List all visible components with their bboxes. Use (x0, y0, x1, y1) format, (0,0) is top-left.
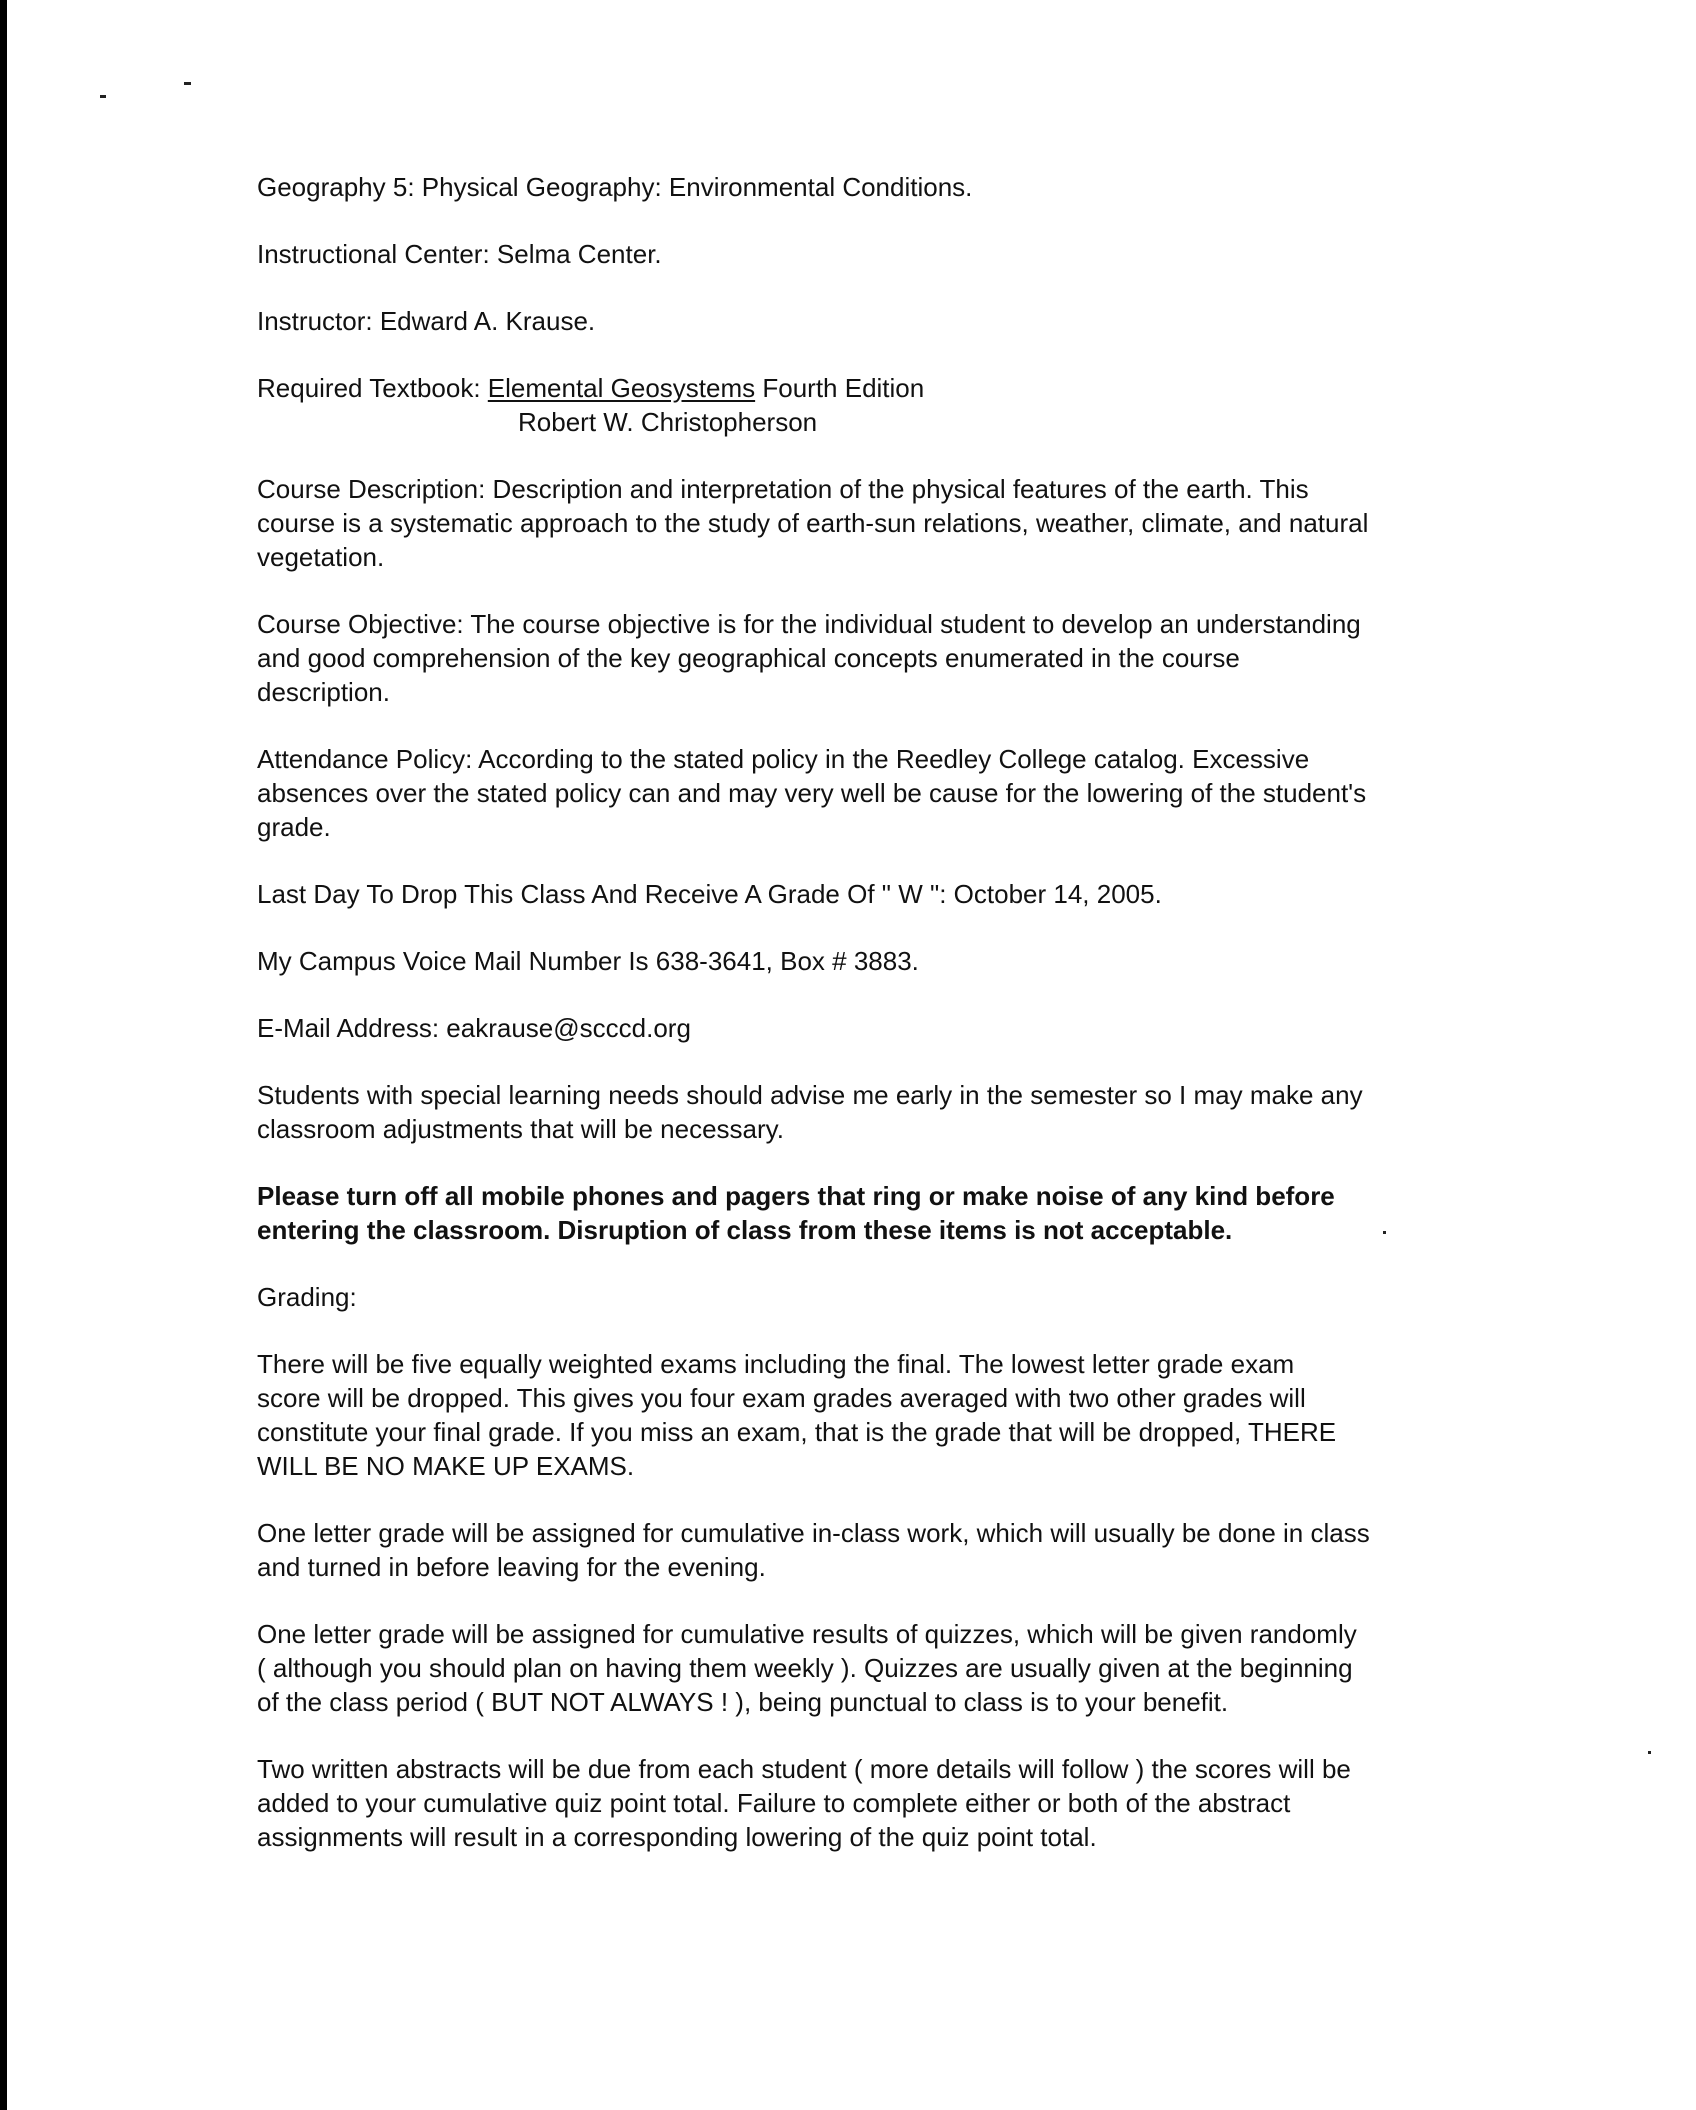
special-needs-line: classroom adjustments that will be necessary. (257, 1114, 784, 1144)
course-description-line: vegetation. (257, 542, 385, 572)
attendance-policy-line: absences over the stated policy can and may very well be cause for the lowering of the student's (257, 778, 1367, 808)
in-class-work-line: One letter grade will be assigned for cumulative in-class work, which will usually be done in class (257, 1518, 1370, 1548)
instructional-center (257, 237, 1507, 271)
abstracts-line: Two written abstracts will be due from each student ( more details will follow ) the scores will be (257, 1754, 1351, 1784)
scan-speck (100, 95, 106, 98)
syllabus-page (257, 170, 1507, 1887)
special-needs-line: Students with special learning needs should advise me early in the semester so I may make any (257, 1080, 1363, 1110)
textbook-title: Elemental Geosystems (487, 373, 756, 403)
course-objective-line: Course Objective: The course objective is for the individual student to develop an understanding (257, 609, 1361, 639)
course-objective (257, 607, 1507, 709)
attendance-policy-line: Attendance Policy: According to the stated policy in the Reedley College catalog. Excessive (257, 744, 1310, 774)
scan-edge (0, 0, 7, 2110)
quizzes-line: ( although you should plan on having them weekly ). Quizzes are usually given at the beginning (257, 1653, 1353, 1683)
abstracts-paragraph (257, 1752, 1507, 1854)
textbook-line-1 (257, 371, 1507, 405)
course-description (257, 472, 1507, 574)
textbook-line-2 (257, 405, 1507, 439)
last-day-to-drop-text: Last Day To Drop This Class And Receive A Grade Of " W ": October 14, 2005. (257, 879, 1162, 909)
course-description-line: course is a systematic approach to the study of earth-sun relations, weather, climate, and natural (257, 508, 1369, 538)
textbook-edition: Fourth Edition (762, 373, 925, 403)
exams-line: constitute your final grade. If you miss an exam, that is the grade that will be dropped, THERE (257, 1417, 1337, 1447)
quizzes-line: One letter grade will be assigned for cumulative results of quizzes, which will be given randomly (257, 1619, 1357, 1649)
email-address-text: E-Mail Address: eakrause@scccd.org (257, 1013, 691, 1043)
exams-line: WILL BE NO MAKE UP EXAMS. (257, 1451, 635, 1481)
last-day-to-drop (257, 877, 1507, 911)
textbook-author: Robert W. Christopherson (518, 407, 818, 437)
course-objective-line: and good comprehension of the key geographical concepts enumerated in the course (257, 643, 1240, 673)
phones-notice (257, 1179, 1507, 1247)
instructor (257, 304, 1507, 338)
phones-notice-line: entering the classroom. Disruption of class from these items is not acceptable. (257, 1215, 1233, 1245)
attendance-policy (257, 742, 1507, 844)
instructional-center-text: Instructional Center: Selma Center. (257, 239, 662, 269)
abstracts-line: assignments will result in a corresponding lowering of the quiz point total. (257, 1822, 1097, 1852)
course-title-text: Geography 5: Physical Geography: Environmental Conditions. (257, 172, 973, 202)
attendance-policy-line: grade. (257, 812, 331, 842)
quizzes-paragraph (257, 1617, 1507, 1719)
scan-speck (1648, 1751, 1651, 1754)
voicemail-text: My Campus Voice Mail Number Is 638-3641, Box # 3883. (257, 946, 919, 976)
email-address (257, 1011, 1507, 1045)
scan-speck (184, 82, 191, 85)
grading-heading (257, 1280, 1507, 1314)
in-class-work-paragraph (257, 1516, 1507, 1584)
course-description-line: Course Description: Description and interpretation of the physical features of the earth. This (257, 474, 1309, 504)
exams-line: There will be five equally weighted exams including the final. The lowest letter grade exam (257, 1349, 1295, 1379)
grading-heading-text: Grading: (257, 1282, 357, 1312)
special-needs (257, 1078, 1507, 1146)
in-class-work-line: and turned in before leaving for the evening. (257, 1552, 766, 1582)
phones-notice-line: Please turn off all mobile phones and pagers that ring or make noise of any kind before (257, 1181, 1335, 1211)
instructor-text: Instructor: Edward A. Krause. (257, 306, 596, 336)
course-objective-line: description. (257, 677, 390, 707)
abstracts-line: added to your cumulative quiz point total. Failure to complete either or both of the abstract (257, 1788, 1291, 1818)
quizzes-line: of the class period ( BUT NOT ALWAYS ! ), being punctual to class is to your benefit. (257, 1687, 1229, 1717)
exams-line: score will be dropped. This gives you four exam grades averaged with two other grades will (257, 1383, 1306, 1413)
required-textbook (257, 371, 1507, 439)
voicemail (257, 944, 1507, 978)
textbook-label: Required Textbook: (257, 373, 481, 403)
exams-paragraph (257, 1347, 1507, 1483)
course-title (257, 170, 1507, 204)
